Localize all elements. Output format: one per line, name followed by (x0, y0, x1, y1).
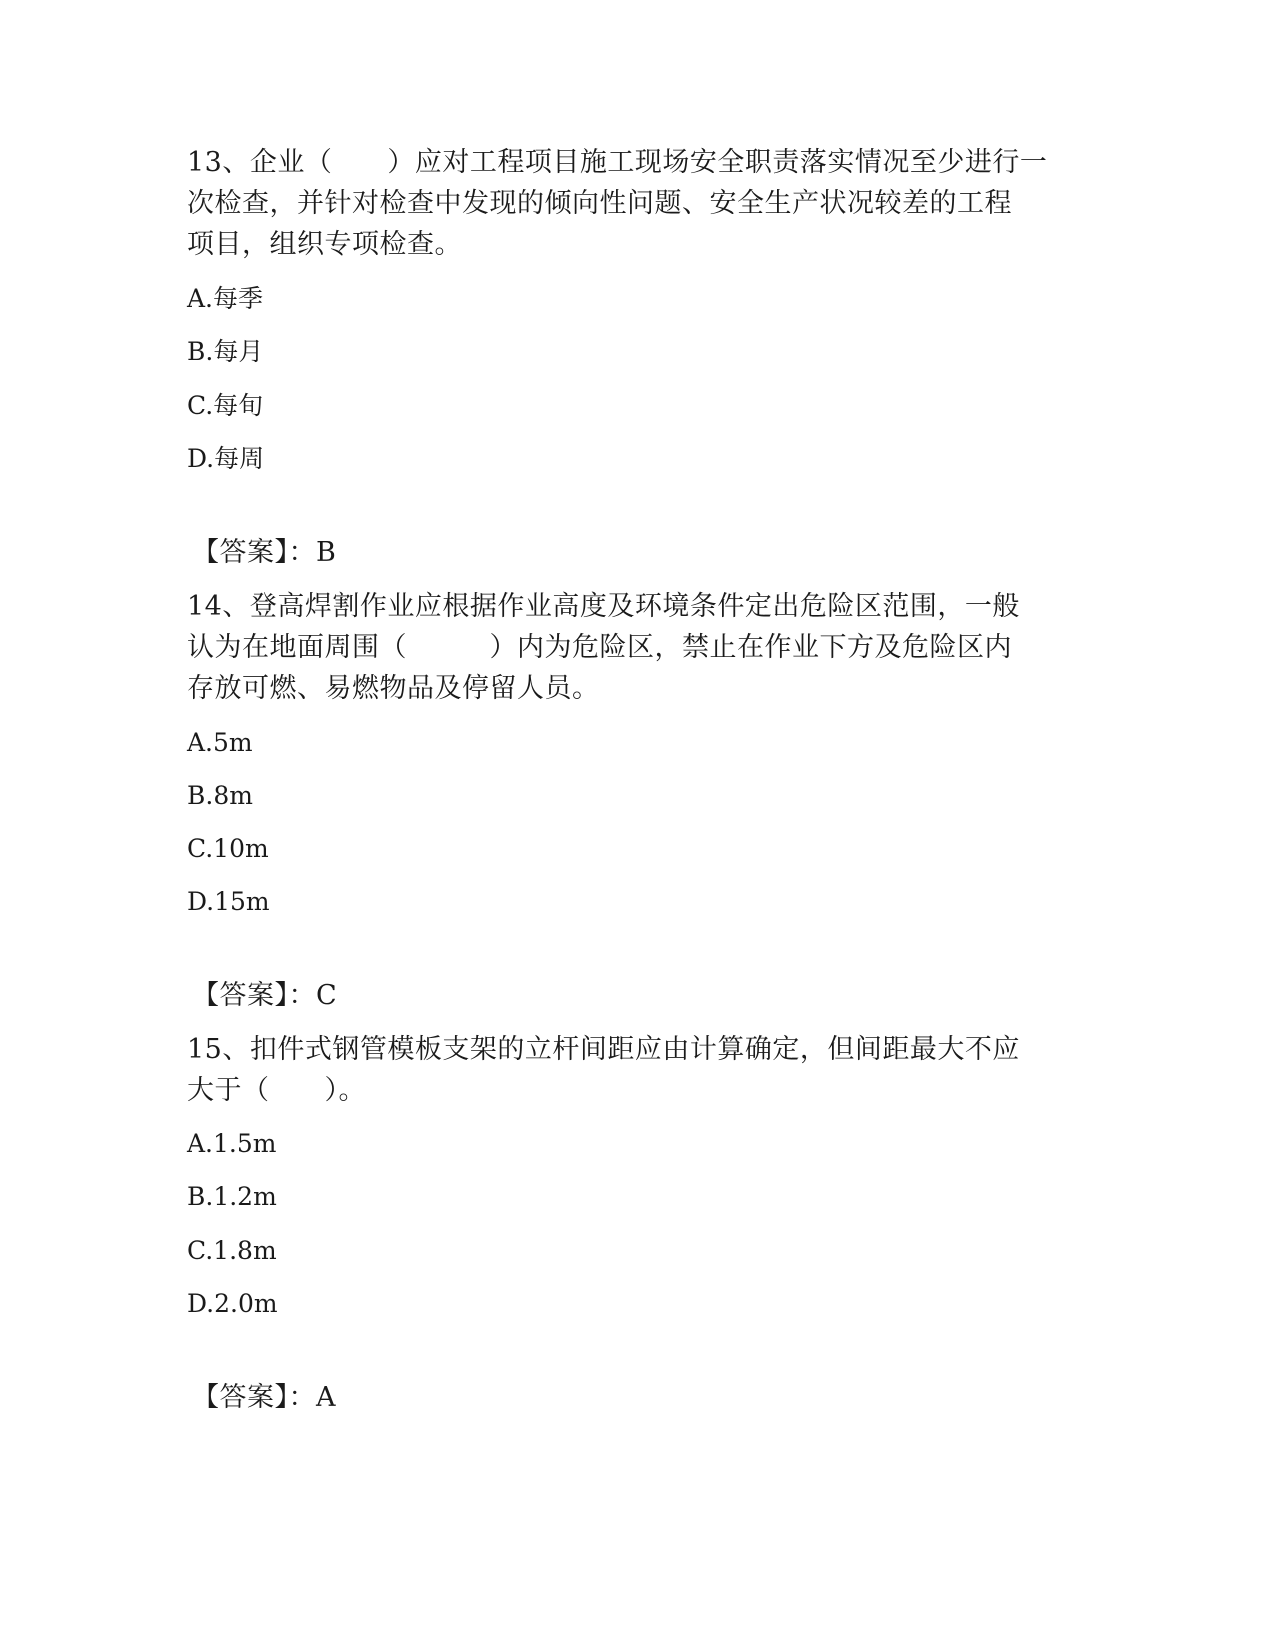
option-b: B.1.2m (187, 1182, 277, 1211)
option-a: A.1.5m (187, 1129, 277, 1158)
option-c: C.每旬 (187, 391, 264, 420)
option-d: D.每周 (187, 444, 265, 473)
answer-line: 【答案】：A (192, 1382, 336, 1413)
option-a: A.5m (187, 728, 253, 757)
option-c: C.1.8m (187, 1236, 277, 1265)
option-b: B.每月 (187, 337, 264, 366)
answer-line: 【答案】：B (192, 537, 337, 568)
option-b: B.8m (187, 781, 253, 810)
question-stem-line: 15、扣件式钢管模板支架的立杆间距应由计算确定，但间距最大不应 (187, 1034, 1020, 1065)
question-stem-line: 14、登高焊割作业应根据作业高度及环境条件定出危险区范围，一般 (187, 591, 1020, 622)
answer-line: 【答案】：C (192, 980, 338, 1011)
question-stem-line: 存放可燃、易燃物品及停留人员。 (187, 673, 600, 704)
question-stem-line: 大于（ ）。 (187, 1075, 366, 1106)
question-stem-line: 13、企业（ ）应对工程项目施工现场安全职责落实情况至少进行一 (187, 147, 1048, 178)
question-stem-line: 次检查，并针对检查中发现的倾向性问题、安全生产状况较差的工程 (187, 188, 1012, 219)
question-stem-line: 认为在地面周围（ ）内为危险区，禁止在作业下方及危险区内 (187, 632, 1012, 663)
option-d: D.15m (187, 887, 270, 916)
question-stem-line: 项目，组织专项检查。 (187, 229, 462, 260)
option-d: D.2.0m (187, 1289, 278, 1318)
option-a: A.每季 (187, 284, 264, 313)
option-c: C.10m (187, 834, 269, 863)
